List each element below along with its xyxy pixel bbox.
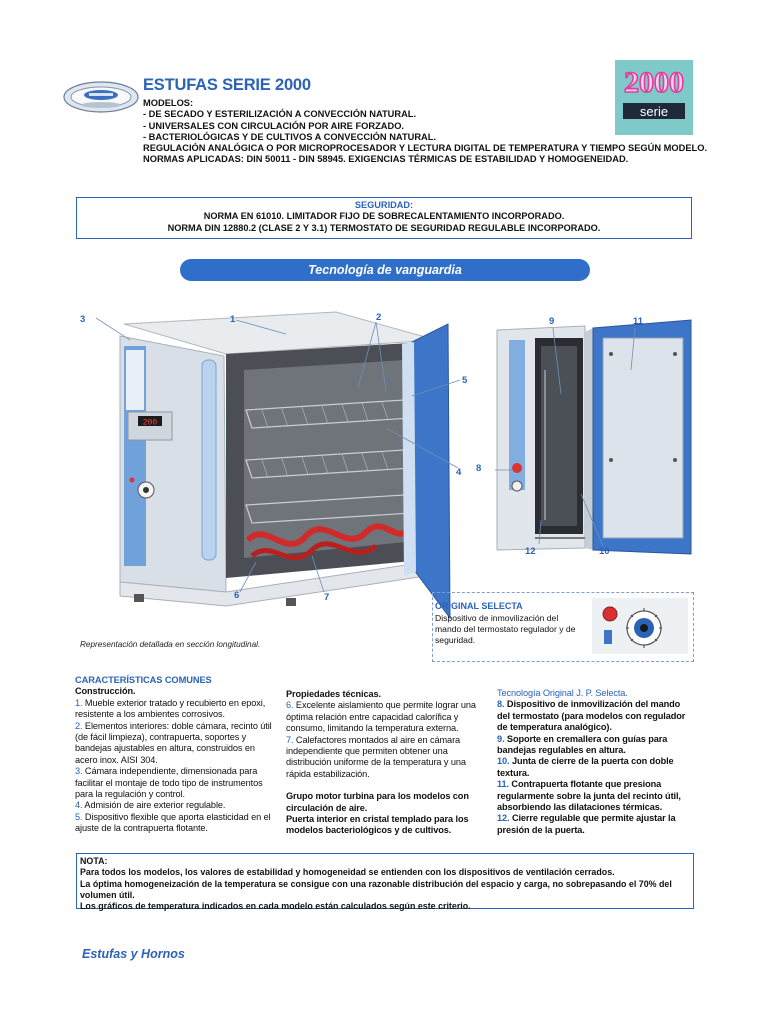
feature-item <box>75 812 275 835</box>
item-number: 2. <box>75 720 83 731</box>
item-text: Mueble exterior tratado y recubierto en epoxi, resistente a los ambientes corrosivos. <box>75 697 266 720</box>
item-text: Excelente aislamiento que permite lograr una óptima relación entre capacidad calorífica y consumo, limitando la temperatura externa. <box>286 700 476 734</box>
item-number: 4. <box>75 800 83 811</box>
feature-item <box>75 698 275 721</box>
callout-11: 11 <box>633 316 644 327</box>
section-banner: Tecnología de vanguardia <box>180 259 590 281</box>
technical-subtitle: Propiedades técnicas. <box>286 689 381 699</box>
original-technology-column <box>497 688 695 836</box>
item-number: 11. <box>497 779 509 790</box>
original-technology-title: Tecnología Original J. P. Selecta. <box>497 688 628 698</box>
item-number: 8. <box>497 699 505 710</box>
item-number: 9. <box>497 733 505 744</box>
turbine-note: Grupo motor turbina para los modelos con circulación de aire. <box>286 791 469 813</box>
item-text: Cierre regulable que permite ajustar la presión de la puerta. <box>497 813 676 835</box>
callout-12: 12 <box>525 546 536 557</box>
callout-9: 9 <box>549 316 555 327</box>
item-text: Elementos interiores: doble cámara, recinto útil (de fácil limpieza), contrapuerta, soportes y bandejas ajustables en altura, construidos en acero inox. AISI 304. <box>75 720 272 765</box>
badge-word: serie <box>639 104 669 119</box>
feature-item <box>497 813 695 836</box>
page-title: ESTUFAS SERIE 2000 <box>143 76 311 94</box>
feature-item <box>497 779 695 813</box>
item-number: 5. <box>75 811 83 822</box>
construction-subtitle: Construcción. <box>75 686 136 697</box>
security-box <box>76 197 692 239</box>
item-text: Junta de cierre de la puerta con doble textura. <box>497 756 674 778</box>
oven-open-illustration <box>76 300 486 640</box>
callout-2: 2 <box>376 312 382 323</box>
badge-number: 2000 <box>624 66 684 99</box>
feature-item <box>75 800 275 811</box>
note-box <box>76 853 694 912</box>
feature-item <box>75 766 275 800</box>
glass-door-note: Puerta interior en cristal templado para los modelos bacteriológicos y de cultivos. <box>286 814 469 836</box>
brand-logo <box>62 80 140 114</box>
callout-3: 3 <box>80 314 86 325</box>
callout-5: 5 <box>462 375 468 386</box>
original-selecta-text: Dispositivo de inmovilización del mando del termostato regulador y de seguridad. <box>435 613 576 645</box>
feature-item <box>286 735 482 781</box>
item-text: Soporte en cremallera con guías para bandejas regulables en altura. <box>497 733 668 756</box>
oven-side-illustration <box>495 310 695 570</box>
callout-1: 1 <box>230 314 236 325</box>
item-text: Admisión de aire exterior regulable. <box>84 800 226 811</box>
callout-10: 10 <box>599 546 610 557</box>
note-line: La óptima homogeneización de la temperatura se consigue con una razonable distribución del espacio y carga, no sobrepasando el 70% del volumen útil. <box>80 878 672 900</box>
models-line: MODELOS: <box>143 98 194 108</box>
note-heading: NOTA: <box>80 856 108 866</box>
item-text: Dispositivo de inmovilización del mando del termostato (para modelos con regulador de temperatura analógico). <box>497 699 686 733</box>
feature-item <box>497 699 695 733</box>
item-number: 6. <box>286 700 294 711</box>
security-heading: SEGURIDAD: <box>354 200 414 210</box>
callout-6: 6 <box>234 590 240 601</box>
models-line: - BACTERIOLÓGICAS Y DE CULTIVOS A CONVECCIÓN NATURAL. <box>143 131 437 142</box>
models-line: - DE SECADO Y ESTERILIZACIÓN A CONVECCIÓN NATURAL. <box>143 109 417 120</box>
callout-4: 4 <box>456 467 462 478</box>
series-2000-badge <box>615 60 693 135</box>
callout-8: 8 <box>476 463 482 474</box>
models-line: REGULACIÓN ANALÓGICA O POR MICROPROCESADOR Y LECTURA DIGITAL DE TEMPERATURA Y TIEMPO SEGÚN MODELO. <box>143 143 708 154</box>
item-number: 3. <box>75 766 83 777</box>
item-number: 7. <box>286 734 294 745</box>
feature-item <box>286 700 482 734</box>
item-number: 12. <box>497 813 510 824</box>
common-features-title: CARACTERÍSTICAS COMUNES <box>75 675 212 685</box>
feature-item <box>497 734 695 757</box>
security-line: NORMA DIN 12880.2 (CLASE 2 Y 3.1) TERMOSTATO DE SEGURIDAD REGULABLE INCORPORADO. <box>167 222 601 233</box>
thermostat-knob-image <box>592 598 688 654</box>
security-line: NORMA EN 61010. LIMITADOR FIJO DE SOBRECALENTAMIENTO INCORPORADO. <box>203 211 565 222</box>
original-selecta-title: ORIGINAL SELECTA <box>435 601 523 611</box>
item-number: 1. <box>75 697 83 708</box>
callout-7: 7 <box>324 592 330 603</box>
item-text: Cámara independiente, dimensionada para facilitar el montaje de todo tipo de instrumentos para la regulación y control. <box>75 766 263 800</box>
item-number: 10. <box>497 756 510 767</box>
temperature-display: 200 <box>142 418 158 428</box>
item-text: Dispositivo flexible que aporta elasticidad en el ajuste de la contrapuerta flotante. <box>75 811 271 834</box>
feature-item <box>497 756 695 779</box>
note-line: Para todos los modelos, los valores de estabilidad y homogeneidad se entienden con los dispositivos de ventilación cerrados. <box>80 867 615 878</box>
note-line: Los gráficos de temperatura indicados en cada modelo están calculados según este criterio. <box>80 901 471 912</box>
common-features-column <box>75 675 275 835</box>
technical-properties-column <box>286 689 482 837</box>
figure-caption: Representación detallada en sección longitudinal. <box>80 640 261 649</box>
models-line: - UNIVERSALES CON CIRCULACIÓN POR AIRE FORZADO. <box>143 120 405 131</box>
models-line: NORMAS APLICADAS: DIN 50011 - DIN 58945. EXIGENCIAS TÉRMICAS DE ESTABILIDAD Y HOMOGENEIDAD. <box>143 154 629 165</box>
footer-section-label: Estufas y Hornos <box>82 947 185 961</box>
item-text: Contrapuerta flotante que presiona regularmente sobre la junta del recinto útil, absorbiendo las dilataciones térmicas. <box>497 779 681 813</box>
item-text: Calefactores montados al aire en cámara independiente que permiten obtener una distribución uniforme de la temperatura y una rápida estabilización. <box>286 734 466 779</box>
feature-item <box>75 721 275 767</box>
